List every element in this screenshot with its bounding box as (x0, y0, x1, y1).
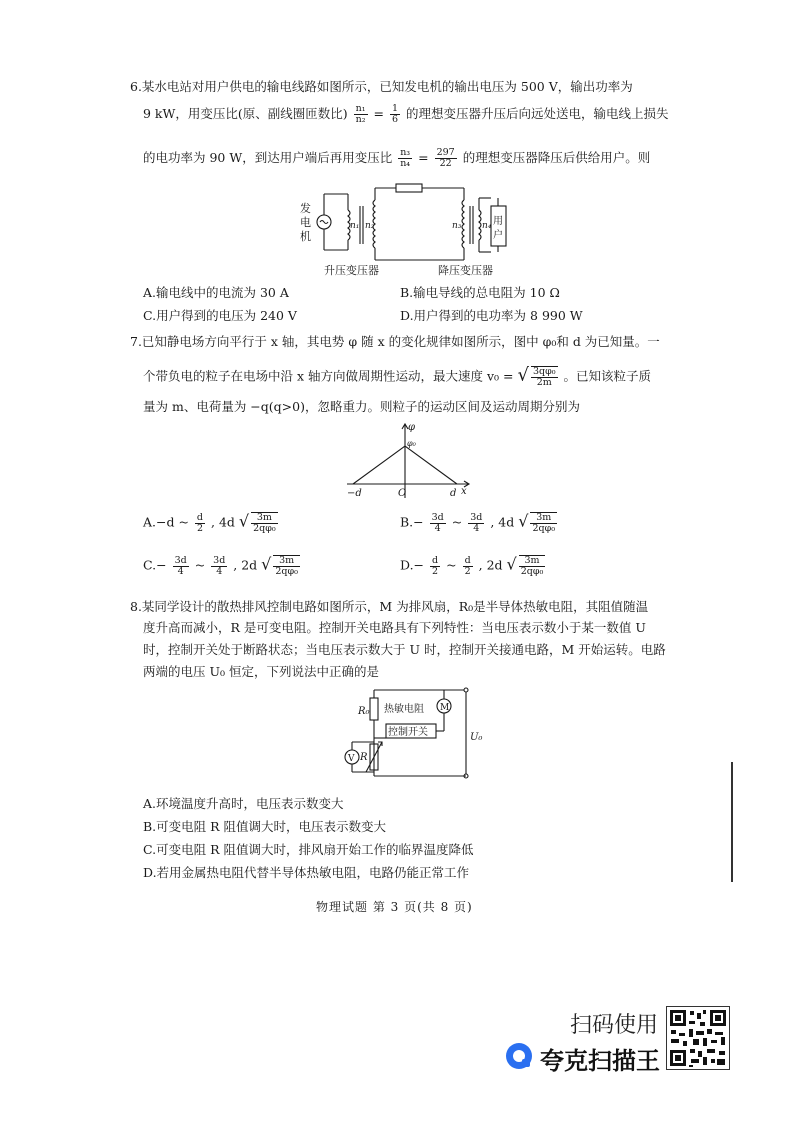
q6-option-a: A.输电线中的电流为 30 A (143, 285, 289, 300)
page-footer: 物理试题 第 3 页(共 8 页) (316, 900, 473, 914)
fraction: $\frac{297}{22}$ (436, 147, 455, 169)
q8-option-a: A.环境温度升高时，电压表示数变大 (143, 796, 344, 811)
coil-n3 (462, 200, 464, 248)
fraction: $\frac{3d}{4}$ (470, 511, 483, 534)
label-n2: n₂ (365, 221, 375, 231)
q8-option-c: C.可变电阻 R 阻值调大时，排风扇开始工作的临界温度降低 (143, 842, 474, 857)
label-switch: 控制开关 (388, 727, 428, 738)
fraction: $\frac{d}{2}$ (196, 511, 204, 534)
q6-option-d: D.用户得到的电功率为 8 990 W (400, 308, 583, 323)
fraction: $\frac{d}{2}$ (464, 554, 471, 577)
fraction: $\frac{1}{6}$ (391, 103, 399, 125)
q6-option-c: C.用户得到的电压为 240 V (143, 308, 297, 323)
label-voltmeter: V (348, 754, 355, 764)
fraction: $\frac{\text{n₁}}{\text{n₂}}$ (355, 103, 366, 125)
q8-option-d: D.若用金属热电阻代替半导体热敏电阻，电路仍能正常工作 (143, 865, 470, 880)
sqrt-expression: √ $\frac{\text{3qφ₀}}{2m}$ (517, 364, 556, 388)
fraction: $\frac{3d}{4}$ (213, 554, 226, 577)
q7-line1: 7.已知静电场方向平行于 x 轴，其电势 φ 随 x 的变化规律如图所示，图中 φ₀和 d 为已知量。一 (130, 334, 660, 349)
fraction: $\frac{d}{2}$ (432, 554, 439, 577)
label-n4: n₄ (482, 221, 492, 231)
label-motor: M (440, 703, 450, 713)
fraction: $\frac{3d}{4}$ (431, 511, 444, 534)
label-phi0: φ₀ (407, 439, 416, 448)
thermistor-r0 (370, 698, 378, 720)
label-user-1: 用 (493, 216, 503, 227)
scan-to-use-text: 扫码使用 (570, 1013, 659, 1038)
q8-line3: 时，控制开关处于断路状态；当电压表示数大于 U 时，控制开关接通电路，M 开始运转。电路 (143, 642, 666, 657)
label-phi: φ (408, 422, 416, 433)
line-resistor (396, 184, 422, 192)
q7-option-c: C.− $\frac{3d}{4}$ ~ $\frac{3d}{4}$ , 2d √ $\frac{3m}{\text{2qφ₀}}$ (143, 554, 298, 577)
q7-line3: 量为 m、电荷量为 −q(q>0)，忽略重力。则粒子的运动区间及运动周期分别为 (143, 399, 580, 414)
qr-code-icon[interactable] (666, 1006, 730, 1070)
label-generator-3: 机 (300, 230, 311, 243)
scan-edge-line (731, 762, 733, 882)
q8-line2: 度升高而减小，R 是可变电阻。控制开关电路具有下列特性：当电压表示数小于某一数值 U (143, 620, 646, 635)
label-x: x (461, 486, 467, 497)
label-step-down: 降压变压器 (438, 264, 493, 277)
label-r: R (360, 752, 368, 763)
qr-pattern (667, 1007, 729, 1069)
fraction: $\frac{\text{n₃}}{\text{n₄}}$ (400, 147, 411, 169)
fraction: $\frac{3d}{4}$ (174, 554, 187, 577)
label-neg-d: −d (347, 488, 362, 499)
label-n1: n₁ (350, 221, 360, 231)
label-generator-1: 发 (300, 202, 311, 215)
label-u0: U₀ (470, 732, 483, 743)
q6-line2-text2: 的理想变压器升压后向远处送电，输电线上损失 (406, 106, 669, 121)
q7-option-a: A.−d ~ $\frac{d}{2}$ , 4d √ $\frac{3m}{\text{2qφ₀}}$ (143, 511, 276, 534)
q6-line2: 9 kW，用变压比(原、副线圈匝数比) $\frac{\text{n₁}}{\text{n₂}}$ = $\frac{1}{6}$ 的理想变压器升压后向远处送电，输电线上损失 (143, 103, 669, 125)
label-r0: R₀ (358, 706, 370, 717)
q8-line4: 两端的电压 U₀ 恒定，下列说法中正确的是 (143, 664, 379, 679)
label-step-up: 升压变压器 (324, 264, 379, 277)
q6-option-b: B.输电导线的总电阻为 10 Ω (400, 285, 560, 300)
q6-line2-text: 9 kW，用变压比(原、副线圈匝数比) (143, 106, 348, 121)
q6-line3: 的电功率为 90 W，到达用户端后再用变压比 $\frac{\text{n₃}}{\text{n₄}}$ = $\frac{297}{22}$ 的理想变压器降压后供给用户。则 (143, 147, 651, 169)
potential-graph (345, 420, 475, 502)
q6-line1: 6.某水电站对用户供电的输电线路如图所示，已知发电机的输出电压为 500 V，输出功率为 (130, 79, 633, 94)
ac-symbol (320, 221, 328, 224)
label-n3: n₃ (452, 221, 462, 231)
label-origin: O (398, 488, 407, 499)
label-d: d (450, 488, 457, 499)
label-user-2: 户 (493, 230, 503, 241)
q8-line1: 8.某同学设计的散热排风控制电路如图所示，M 为排风扇，R₀是半导体热敏电阻，其阻值随温 (130, 599, 649, 614)
q7-option-b: B.− $\frac{3d}{4}$ ~ $\frac{3d}{4}$ , 4d √ $\frac{3m}{\text{2qφ₀}}$ (400, 511, 556, 534)
label-generator-2: 电 (300, 216, 311, 229)
label-thermistor: 热敏电阻 (384, 704, 424, 715)
transmission-diagram (298, 180, 508, 278)
q7-option-d: D.− $\frac{d}{2}$ ~ $\frac{d}{2}$ , 2d √ $\frac{3m}{\text{2qφ₀}}$ (400, 554, 544, 577)
coil-n4 (479, 210, 481, 240)
quark-logo-icon (506, 1043, 532, 1069)
control-circuit-diagram (340, 684, 490, 784)
q8-option-b: B.可变电阻 R 阻值调大时，电压表示数变大 (143, 819, 387, 834)
q7-line2: 个带负电的粒子在电场中沿 x 轴方向做周期性运动，最大速度 v₀ = √ $\frac{\text{3qφ₀}}{2m}$ 。已知该粒子质 (143, 364, 652, 388)
brand-name: 夸克扫描王 (540, 1047, 660, 1075)
